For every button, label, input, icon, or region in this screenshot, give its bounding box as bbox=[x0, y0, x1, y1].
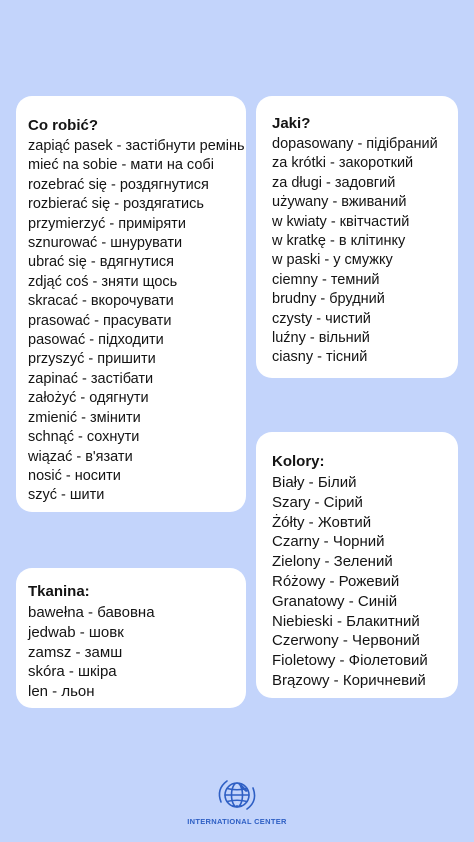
verbs-card-title: Co robić? bbox=[28, 117, 98, 134]
colors-card bbox=[256, 432, 458, 698]
vocab-item: sznurować - шнурувати bbox=[28, 235, 183, 252]
vocab-item: zapiąć pasek - застібнути ремінь bbox=[28, 138, 245, 154]
vocab-item: luźny - вільний bbox=[272, 330, 370, 347]
vocab-item: zapinać - застібати bbox=[28, 370, 154, 387]
fabric-list bbox=[28, 603, 246, 702]
logo-text: INTERNATIONAL CENTER bbox=[187, 817, 287, 826]
vocab-item: w kwiaty - квітчастий bbox=[272, 213, 410, 230]
vocab-item: w kratkę - в клітинку bbox=[272, 233, 406, 250]
adjectives-card bbox=[256, 96, 458, 378]
vocab-item: schnąć - сохнути bbox=[28, 429, 140, 446]
vocab-item: pasować - підходити bbox=[28, 332, 164, 349]
vocab-item: czysty - чистий bbox=[272, 310, 371, 327]
fabric-card bbox=[16, 568, 246, 708]
vocab-item: rozbierać się - роздягатись bbox=[28, 196, 204, 213]
globe-plane-icon bbox=[213, 776, 261, 814]
vocab-item: przyszyć - пришити bbox=[28, 351, 156, 368]
vocab-item: brudny - брудний bbox=[272, 291, 385, 308]
vocab-item: zdjąć coś - зняти щось bbox=[28, 273, 178, 290]
verbs-card bbox=[16, 96, 246, 512]
vocab-item: ciasny - тісний bbox=[272, 349, 368, 366]
vocab-item: w paski - у смужку bbox=[272, 252, 393, 269]
international-center-logo bbox=[0, 776, 474, 826]
vocab-item: bawełna - бавовна bbox=[28, 604, 155, 621]
vocab-item: dopasowany - підібраний bbox=[272, 136, 438, 152]
vocab-item: nosić - носити bbox=[28, 467, 121, 484]
vocab-item: Granatowy - Синій bbox=[272, 592, 398, 610]
vocab-item: prasować - прасувати bbox=[28, 312, 172, 329]
vocab-item: ciemny - темний bbox=[272, 271, 380, 288]
vocab-item: zmienić - змінити bbox=[28, 409, 141, 426]
vocab-item: za długi - задовгий bbox=[272, 174, 396, 191]
vocab-item: Żółty - Жовтий bbox=[272, 513, 372, 531]
vocab-item: za krótki - закороткий bbox=[272, 155, 414, 172]
vocab-item: używany - вживаний bbox=[272, 194, 407, 211]
vocab-item: Szary - Сірий bbox=[272, 493, 363, 511]
vocab-item: Niebieski - Блакитний bbox=[272, 612, 420, 630]
vocab-item: wiązać - в'язати bbox=[28, 448, 133, 465]
vocab-item: Biały - Білий bbox=[272, 474, 357, 491]
vocab-item: Brązowy - Коричневий bbox=[272, 671, 426, 689]
vocab-item: Różowy - Рожевий bbox=[272, 572, 400, 590]
adjectives-list bbox=[272, 135, 458, 368]
verbs-list bbox=[28, 137, 246, 506]
vocab-item: założyć - одягнути bbox=[28, 390, 149, 407]
vocab-item: jedwab - шовк bbox=[28, 623, 124, 641]
vocab-item: mieć na sobie - мати на собі bbox=[28, 157, 214, 174]
vocab-item: przymierzyć - приміряти bbox=[28, 215, 186, 232]
colors-list bbox=[272, 473, 458, 691]
vocab-item: szyć - шити bbox=[28, 487, 105, 504]
vocab-item: len - льон bbox=[28, 683, 95, 701]
vocab-item: rozebrać się - роздягнутися bbox=[28, 176, 209, 193]
vocab-item: Czerwony - Червоний bbox=[272, 632, 420, 650]
vocab-item: ubrać się - вдягнутися bbox=[28, 254, 174, 271]
vocab-item: Fioletowy - Фіолетовий bbox=[272, 652, 428, 670]
vocab-item: skracać - вкорочувати bbox=[28, 293, 174, 310]
vocab-item: zamsz - замш bbox=[28, 643, 123, 661]
vocab-item: Zielony - Зелений bbox=[272, 553, 393, 571]
fabric-card-title: Tkanina: bbox=[28, 583, 90, 600]
vocab-item: skóra - шкіра bbox=[28, 663, 117, 681]
adjectives-card-title: Jaki? bbox=[272, 115, 311, 132]
colors-card-title: Kolory: bbox=[272, 453, 325, 470]
vocab-item: Czarny - Чорний bbox=[272, 533, 385, 551]
